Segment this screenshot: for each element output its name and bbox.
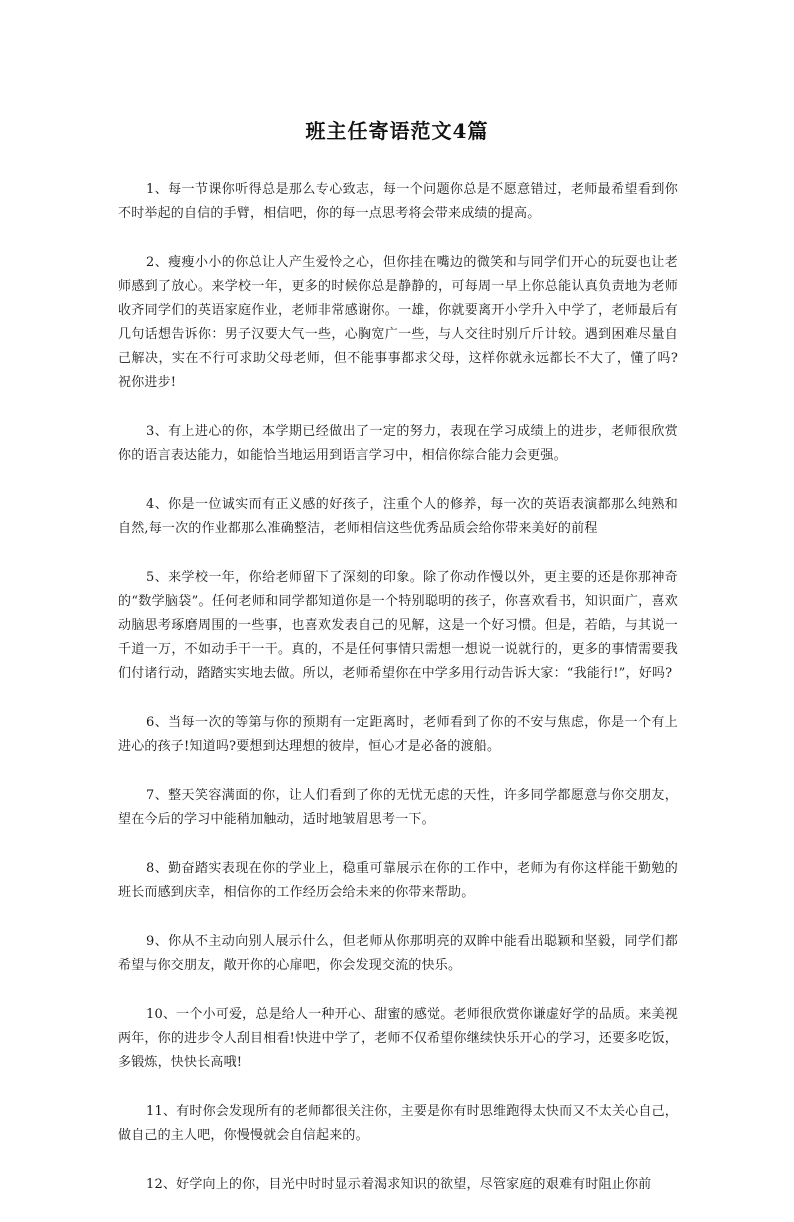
paragraph-5: 5、来学校一年，你给老师留下了深刻的印象。除了你动作慢以外，更主要的还是你那神奇的“数学脑袋”。任何老师和同学都知道你是一个特别聪明的孩子，你喜欢看书，知识面广，喜欢动脑思考琢磨周围的一些事，也喜欢发表自己的见解，这是一个好习惯。但是，若皓，与其说一千道一万，不如动手干一干。真的，不是任何事情只需想一想说一说就行的，更多的事情需要我们付诸行动，踏踏实实地去做。所以，老师希望你在中学多用行动告诉大家：“我能行!”，好吗? — [118, 570, 678, 681]
paragraph-12: 12、好学向上的你，目光中时时显示着渴求知识的欲望，尽管家庭的艰难有时阻止你前 — [146, 1177, 652, 1192]
paragraph-8: 8、勤奋踏实表现在你的学业上，稳重可靠展示在你的工作中，老师为有你这样能干勤勉的班长而感到庆幸，相信你的工作经历会给未来的你带来帮助。 — [118, 861, 678, 900]
document-body — [118, 178, 678, 1222]
paragraph-1: 1、每一节课你听得总是那么专心致志，每一个问题你总是不愿意错过，老师最希望看到你不时举起的自信的手臂，相信吧，你的每一点思考将会带来成绩的提高。 — [118, 182, 678, 221]
document-title: 班主任寄语范文4篇 — [305, 119, 489, 144]
paragraph-10: 10、一个小可爱，总是给人一种开心、甜蜜的感觉。老师很欣赏你谦虚好学的品质。来美视两年，你的进步令人刮目相看!快进中学了，老师不仅希望你继续快乐开心的学习，还要多吃饭，多锻炼，快快长高哦! — [118, 1007, 678, 1070]
paragraph-7: 7、整天笑容满面的你，让人们看到了你的无忧无虑的天性，许多同学都愿意与你交朋友，望在今后的学习中能稍加触动，适时地皱眉思考一下。 — [118, 788, 678, 827]
paragraph-6: 6、当每一次的等第与你的预期有一定距离时，老师看到了你的不安与焦虑，你是一个有上进心的孩子!知道吗?要想到达理想的彼岸，恒心才是必备的渡船。 — [118, 715, 678, 754]
paragraph-3: 3、有上进心的你，本学期已经做出了一定的努力，表现在学习成绩上的进步，老师很欣赏你的语言表达能力，如能恰当地运用到语言学习中，相信你综合能力会更强。 — [118, 424, 678, 463]
paragraph-2: 2、瘦瘦小小的你总让人产生爱怜之心，但你挂在嘴边的微笑和与同学们开心的玩耍也让老师感到了放心。来学校一年，更多的时候你总是静静的，可每周一早上你总能认真负责地为老师收齐同学们的英语家庭作业，老师非常感谢你。一雄，你就要离开小学升入中学了，老师最后有几句话想告诉你：男子汉要大气一些，心胸宽广一些，与人交往时别斤斤计较。遇到困难尽量自己解决，实在不行可求助父母老师，但不能事事都求父母，这样你就永远都长不大了，懂了吗?祝你进步! — [118, 255, 678, 390]
paragraph-4: 4、你是一位诚实而有正义感的好孩子，注重个人的修养，每一次的英语表演都那么纯熟和自然,每一次的作业都那么准确整洁，老师相信这些优秀品质会给你带来美好的前程 — [118, 497, 678, 536]
paragraph-9: 9、你从不主动向别人展示什么，但老师从你那明亮的双眸中能看出聪颖和坚毅，同学们都希望与你交朋友，敞开你的心扉吧，你会发现交流的快乐。 — [118, 934, 678, 973]
paragraph-11: 11、有时你会发现所有的老师都很关注你，主要是你有时思维跑得太快而又不太关心自己，做自己的主人吧，你慢慢就会自信起来的。 — [118, 1104, 678, 1143]
